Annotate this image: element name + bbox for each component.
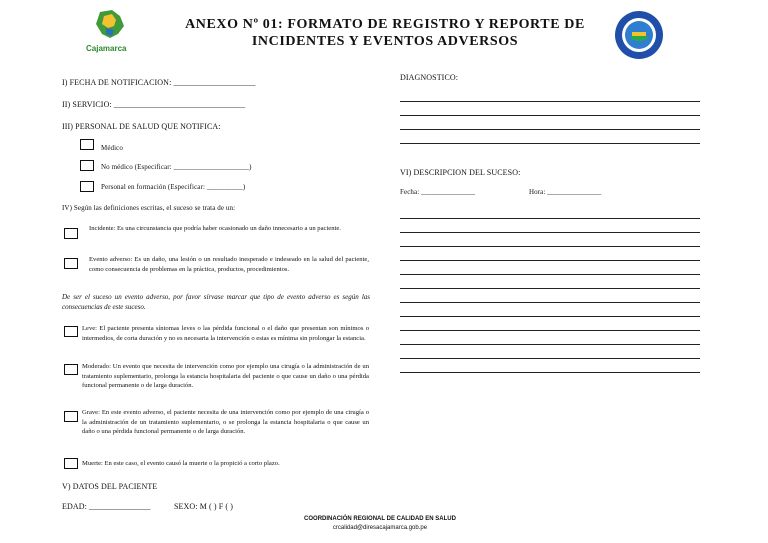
footer-email: crcalidad@diresacajamarca.gob.pe (332, 525, 428, 531)
checkbox-grave[interactable] (64, 411, 78, 422)
descripcion-line-5[interactable] (400, 274, 700, 275)
section-definiciones: IV) Según las definiciones escritas, el suceso se trata de un: (62, 204, 236, 212)
descripcion-line-8[interactable] (400, 316, 700, 317)
descripcion-line-1[interactable] (400, 218, 700, 219)
cajamarca-logo-text: Cajamarca (86, 44, 127, 53)
section-datos-paciente: V) DATOS DEL PACIENTE (62, 482, 158, 491)
descripcion-line-7[interactable] (400, 302, 700, 303)
descripcion-line-3[interactable] (400, 246, 700, 247)
descripcion-line-12[interactable] (400, 372, 700, 373)
descripcion-line-10[interactable] (400, 344, 700, 345)
footer-coordinacion: COORDINACIÓN REGIONAL DE CALIDAD EN SALUD (304, 516, 456, 522)
descripcion-line-9[interactable] (400, 330, 700, 331)
label-no-medico: No médico (Especificar: _____________________) (101, 163, 252, 171)
field-hora[interactable]: Hora: _______________ (529, 188, 602, 196)
diagnostico-line-3[interactable] (400, 129, 700, 130)
field-sexo[interactable]: SEXO: M ( ) F ( ) (174, 502, 234, 511)
descripcion-line-2[interactable] (400, 232, 700, 233)
descripcion-line-6[interactable] (400, 288, 700, 289)
checkbox-no-medico[interactable] (80, 160, 94, 171)
label-medico: Médico (101, 144, 123, 152)
checkbox-muerte[interactable] (64, 458, 78, 469)
checkbox-personal-formacion[interactable] (80, 181, 94, 192)
diagnostico-line-2[interactable] (400, 115, 700, 116)
diresa-seal (614, 10, 664, 60)
text-leve: Leve: El paciente presenta síntomas leves o las pérdida funcional o el daño que presentan son mínimos o intermedios, de corta duración y no es necesaria la intervención o estas es mínima sin prolongar la estancia. (82, 325, 369, 342)
text-evento-adverso: Evento adverso: Es un daño, una lesión o un resultado inesperado e indeseado en la salud del paciente, como consecuencia de problemas en la práctica, productos, procedimientos. (89, 256, 369, 273)
field-fecha[interactable]: Fecha: _______________ (400, 188, 476, 196)
text-grave: Grave: En este evento adverso, el paciente necesita de una intervención como por ejemplo de una cirugía o la administración de un tratamiento suplementario, o se prolonga la estancia hospitalaria o que cause un daño o una pérdida funcional permanente o de larga duración. (82, 409, 369, 435)
checkbox-moderado[interactable] (64, 364, 78, 375)
field-edad[interactable]: EDAD: _______________ (62, 502, 151, 511)
page-title: ANEXO Nº 01: FORMATO DE REGISTRO Y REPORTE DE INCIDENTES Y EVENTOS ADVERSOS (185, 17, 585, 49)
text-incidente: Incidente: Es una circunstancia que podría haber ocasionado un daño innecesario a un paciente. (89, 225, 341, 232)
section-personal-salud: III) PERSONAL DE SALUD QUE NOTIFICA: (62, 122, 221, 131)
text-moderado: Moderado: Un evento que necesita de intervención como por ejemplo una cirugía o la administración de un tratamiento suplementario, prolonga la estancia hospitalaria del paciente o que cause un daño o una pérdida funcional permanente o de larga duración. (82, 363, 369, 389)
checkbox-incidente[interactable] (64, 228, 78, 239)
diagnostico-line-1[interactable] (400, 101, 700, 102)
label-personal-formacion: Personal en formación (Especificar: __________) (101, 183, 246, 191)
descripcion-line-11[interactable] (400, 358, 700, 359)
section-fecha-notificacion: I) FECHA DE NOTIFICACION: ____________________ (62, 78, 256, 87)
section-servicio: II) SERVICIO: ________________________________ (62, 100, 246, 109)
descripcion-line-4[interactable] (400, 260, 700, 261)
checkbox-leve[interactable] (64, 326, 78, 337)
text-muerte: Muerte: En este caso, el evento causó la muerte o la propició a corto plazo. (82, 460, 280, 467)
checkbox-medico[interactable] (80, 139, 94, 150)
section-diagnostico: DIAGNOSTICO: (400, 73, 459, 82)
diagnostico-line-4[interactable] (400, 143, 700, 144)
checkbox-evento-adverso[interactable] (64, 258, 78, 269)
text-instruccion: De ser el suceso un evento adverso, por favor sírvase marcar que tipo de evento adverso es según las consecuencias de este suceso. (62, 293, 370, 311)
section-descripcion-suceso: VI) DESCRIPCION DEL SUCESO: (400, 168, 521, 177)
